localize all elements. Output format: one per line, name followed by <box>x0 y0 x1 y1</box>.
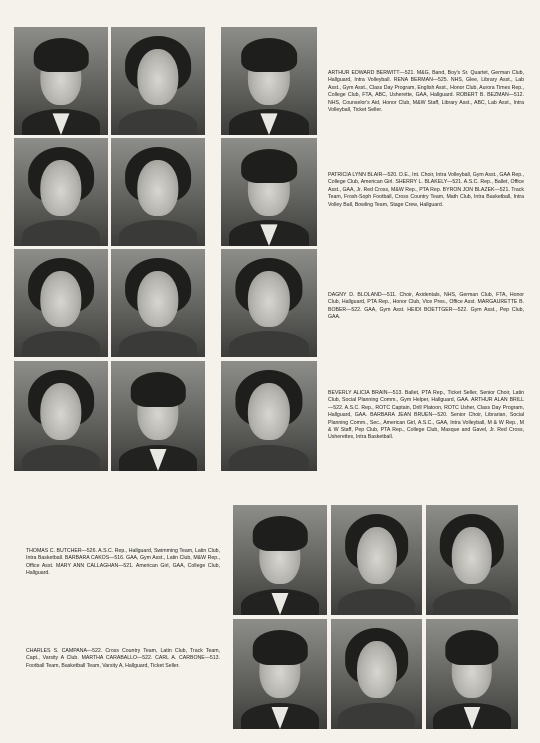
portrait-photo <box>426 619 518 729</box>
portrait-photo <box>14 138 108 246</box>
portrait-photo <box>233 505 327 615</box>
caption-text: PATRICIA LYNN BLAIR—520. D.E., Int. Choir, Intra Volleyball, Gym Asst., GAA Rep., College Club, American Girl. SHERRY L. BLAKELY—521. A.S.C. Rep., Ballet, Office Asst., GAA, Jr. Red Cross, M&W Rep., PTA Rep. BYRON JON BLAZEK—521. Track Team, Frosh-Soph Football, Cross Country Team, Math Club, Intra Basketball, Intra Volley Ball, Bowling Team, Stage Crew, Hallguard. <box>328 172 524 208</box>
portrait-photo <box>331 619 422 729</box>
portrait-photo <box>111 249 205 357</box>
caption-butcher-cakos-callaghan <box>26 548 220 578</box>
caption-campana-caraballo-carbone <box>26 648 220 670</box>
portrait-photo <box>111 361 205 471</box>
portrait-photo <box>221 361 317 471</box>
portrait-photo <box>233 619 327 729</box>
portrait-photo <box>14 361 108 471</box>
portrait-photo <box>14 27 108 135</box>
caption-text: ARTHUR EDWARD BERWITT—521. M&G, Band, Boy's Sr. Quartet, German Club, Hallguard, Intra Volleyball. RENA BERMAN—525. NHS, Glee, Library Asst., Lab Asst., Gym Asst., Class Day Program, English Asst., Honor Club, Aurora Times Rep., College Club, FTA, ABC, Usherette, GAA, Hallguard. ROBERT B. BEZMAN—512. NHS, Counselor's Aid, Honor Club, M&W Staff, Library Asst., ABC, Lab Asst., Intra Volleyball, Ticket Seller. <box>328 70 524 114</box>
portrait-photo <box>111 27 205 135</box>
caption-text: CHARLES S. CAMPANA—522. Cross Country Team, Latin Club, Track Team, Capt., Varsity A Club. MARTHA CARABALLO—522. CARL A. CARBONE—513. Football Team, Basketball Team, Varsity A, Hallguard, Ticket Seller. <box>26 648 220 669</box>
portrait-photo <box>111 138 205 246</box>
caption-text: THOMAS C. BUTCHER—526. A.S.C. Rep., Hallguard, Swimming Team, Latin Club, Intra Basketball. BARBARA CAKOS—516. GAA, Gym Asst., Latin Club, M&W Rep., Office Asst. MARY ANN CALLAGHAN—521. American Girl, GAA, College Club, Hallguard. <box>26 548 220 577</box>
portrait-photo <box>221 138 317 246</box>
caption-text: DAGNY D. BLOLAND—511. Choir, Axidentals, NHS, German Club, FTA, Honor Club, Hallguard, PTA Rep., Honor Club, Vice Pres., Office Asst. MARGAURETTE B. BOBER—522. GAA, Gym Asst. HEIDI BOETTGER—522. Gym Asst., Pep Club, GAA. <box>328 292 524 321</box>
portrait-photo <box>331 505 422 615</box>
portrait-photo <box>426 505 518 615</box>
caption-bloland-bober-boettger <box>328 292 524 322</box>
portrait-photo <box>221 27 317 135</box>
caption-brain-brill-bruen <box>328 390 524 442</box>
caption-text: BEVERLY ALICIA BRAIN—513. Ballet, PTA Rep., Ticket Seller, Senior Choir, Latin Club, Social Planning Comm., Gym Helper, Hallguard, GAA. ARTHUR ALAN BRILL—522. A.S.C. Rep., ROTC Captain, Drill Platoon, ROTC Usher, Class Day Program, Hallguard, GAA. BARBARA JEAN BRUEN—520. Senior Choir, Librarian, Social Planning Comm., Sec., American Girl, A.S.C., GAA, Intra Volleyball, M & W Rep., M & W Staff, Pep Club, PTA Rep., College Club, Masque and Gavel, Jr. Red Cross, Usherettes, Intra Basketball. <box>328 390 524 441</box>
portrait-photo <box>221 249 317 357</box>
portrait-photo <box>14 249 108 357</box>
caption-berwitt-berman-bezman <box>328 70 524 114</box>
caption-blair-blakely-blazek <box>328 172 524 209</box>
